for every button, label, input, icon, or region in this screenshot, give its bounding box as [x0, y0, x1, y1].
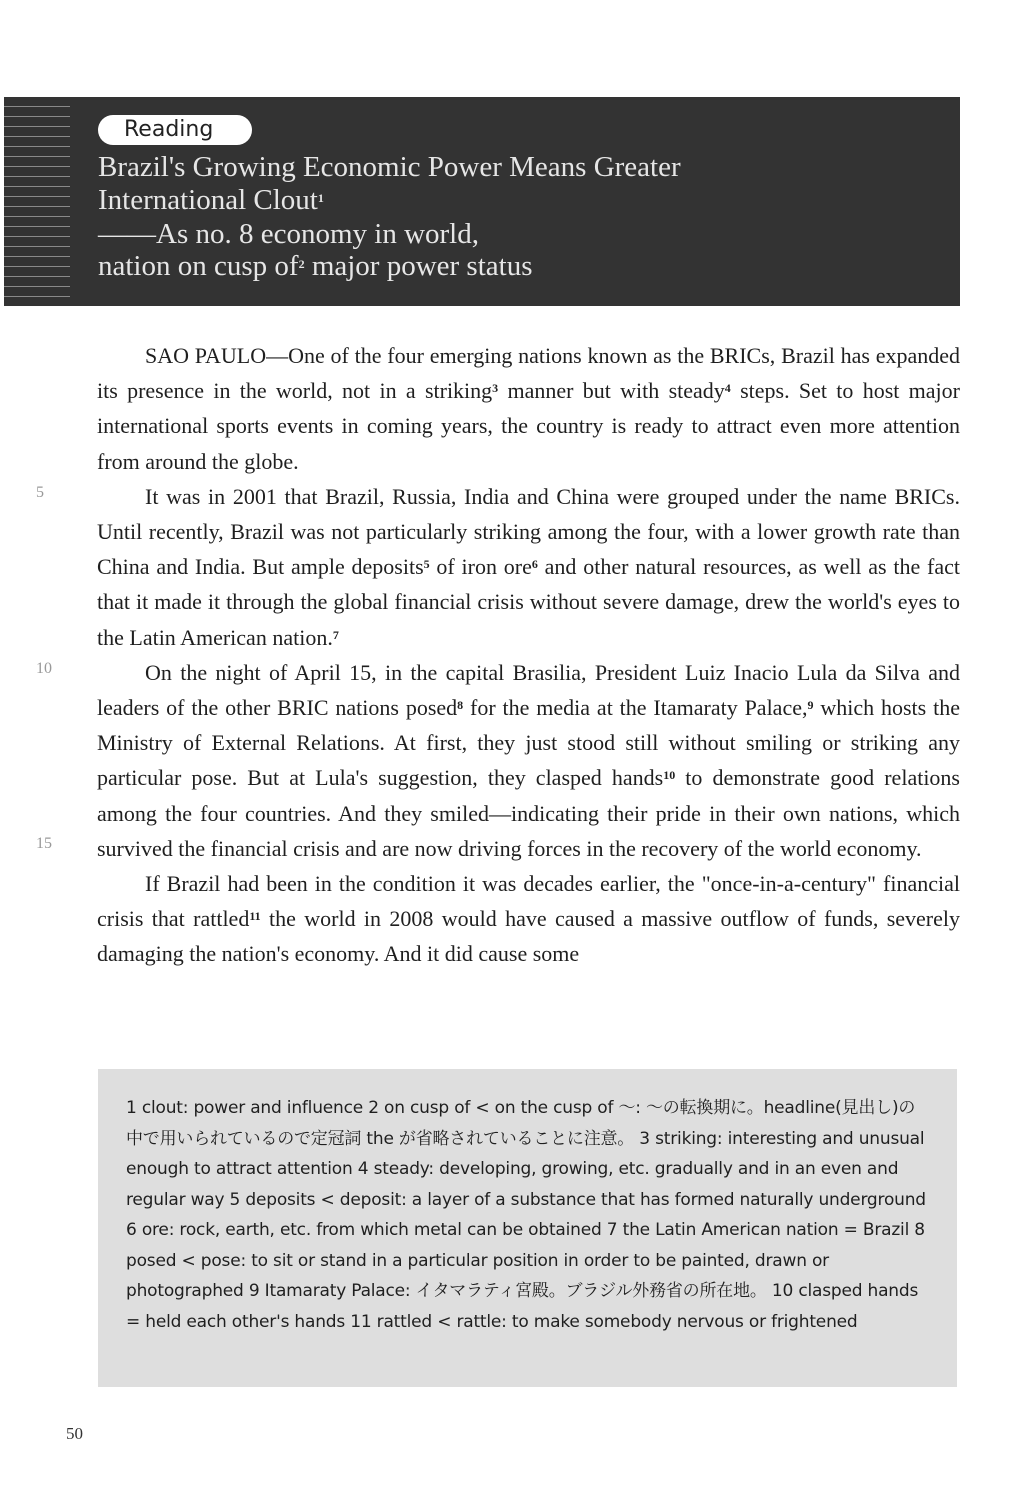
article-title-text: International Clout — [98, 184, 318, 216]
header-stripe-decoration — [4, 97, 70, 306]
text: manner but with steady — [498, 378, 725, 404]
article-subtitle-line-1: ——As no. 8 economy in world, — [98, 218, 479, 250]
footnote-marker: 7 — [332, 627, 339, 642]
subtitle-text-b: major power status — [304, 250, 533, 282]
text: of iron ore — [429, 554, 532, 580]
footnote-marker: 9 — [807, 698, 814, 713]
paragraph — [97, 479, 960, 655]
reading-badge: Reading — [98, 115, 252, 145]
footnote-marker: 1 — [317, 191, 324, 205]
footnote-marker: 3 — [492, 381, 499, 396]
paragraph — [97, 655, 960, 866]
text: which hosts the Ministry of External Relations. At first, they just stood still without smiling or striking any particular pose. But at Lula's suggestion, they clasped hands — [97, 695, 960, 791]
paragraph — [97, 338, 960, 479]
text: steps. Set to host major international sports events in coming years, the country is ready to attract even more attention from around the globe. — [97, 378, 960, 474]
page-number: 50 — [66, 1424, 83, 1443]
footnote-marker: 8 — [457, 698, 464, 713]
article-title-line-1: Brazil's Growing Economic Power Means Greater — [98, 151, 681, 183]
subtitle-text-a: nation on cusp of — [98, 250, 299, 282]
article-title-line-2 — [98, 184, 324, 216]
text: It was in 2001 that Brazil, Russia, India and China were grouped under the name BRICs. Until recently, Brazil was not particularly striking among the four, with a lower growth rate than China and India. But ample deposits — [97, 483, 960, 580]
paragraph — [97, 866, 960, 972]
text: On the night of April 15, in the capital Brasilia, President Luiz Inacio Lula da Silva and leaders of the other BRIC nations posed — [97, 659, 960, 721]
article-body — [97, 338, 960, 972]
footnote-marker: 2 — [298, 257, 305, 271]
text: for the media at the Itamaraty Palace, — [463, 695, 808, 721]
footnote-marker: 11 — [249, 909, 261, 924]
line-number: 5 — [36, 484, 44, 501]
text: SAO PAULO—One of the four emerging nations known as the BRICs, Brazil has expanded its presence in the world, not in a striking — [97, 343, 960, 404]
footnote-marker: 5 — [423, 557, 430, 572]
footnote-marker: 4 — [724, 381, 731, 396]
text: and other natural resources, as well as the fact that it made it through the global financial crisis without severe damage, drew the world's eyes to the Latin American nation. — [97, 554, 960, 650]
article-subtitle-line-2 — [98, 250, 532, 282]
text: the world in 2008 would have caused a massive outflow of funds, severely damaging the nation's economy. And it did cause some — [97, 906, 960, 967]
vocabulary-notes-box: 1 clout: power and influence 2 on cusp of < on the cusp of ～: ～の転換期に。headline(見出し)の中で用いられているので定冠詞 the が省略されていることに注意。 3 striking: interesting and unusual enough to attract attention 4 steady: developing, growing, etc. gradually and in an even and regular way 5 deposits < deposit: a layer of a substance that has formed naturally underground 6 ore: rock, earth, etc. from which metal can be obtained 7 the Latin American nation = Brazil 8 posed < pose: to sit or stand in a particular position in order to be painted, drawn or photographed 9 Itamaraty Palace: イタマラティ宮殿。ブラジル外務省の所在地。 10 clasped hands = held each other's hands 11 rattled < rattle: to make somebody nervous or frightened — [98, 1069, 957, 1387]
footnote-marker: 6 — [531, 557, 538, 572]
text: to demonstrate good relations among the four countries. And they smiled—indicating their pride in their own nations, which survived the financial crisis and are now driving forces in the recovery of the world economy. — [97, 765, 960, 861]
line-number: 10 — [36, 660, 52, 677]
line-number: 15 — [36, 835, 52, 852]
footnote-marker: 10 — [663, 768, 676, 783]
text: If Brazil had been in the condition it was decades earlier, the "once-in-a-century" financial crisis that rattled — [97, 871, 960, 932]
